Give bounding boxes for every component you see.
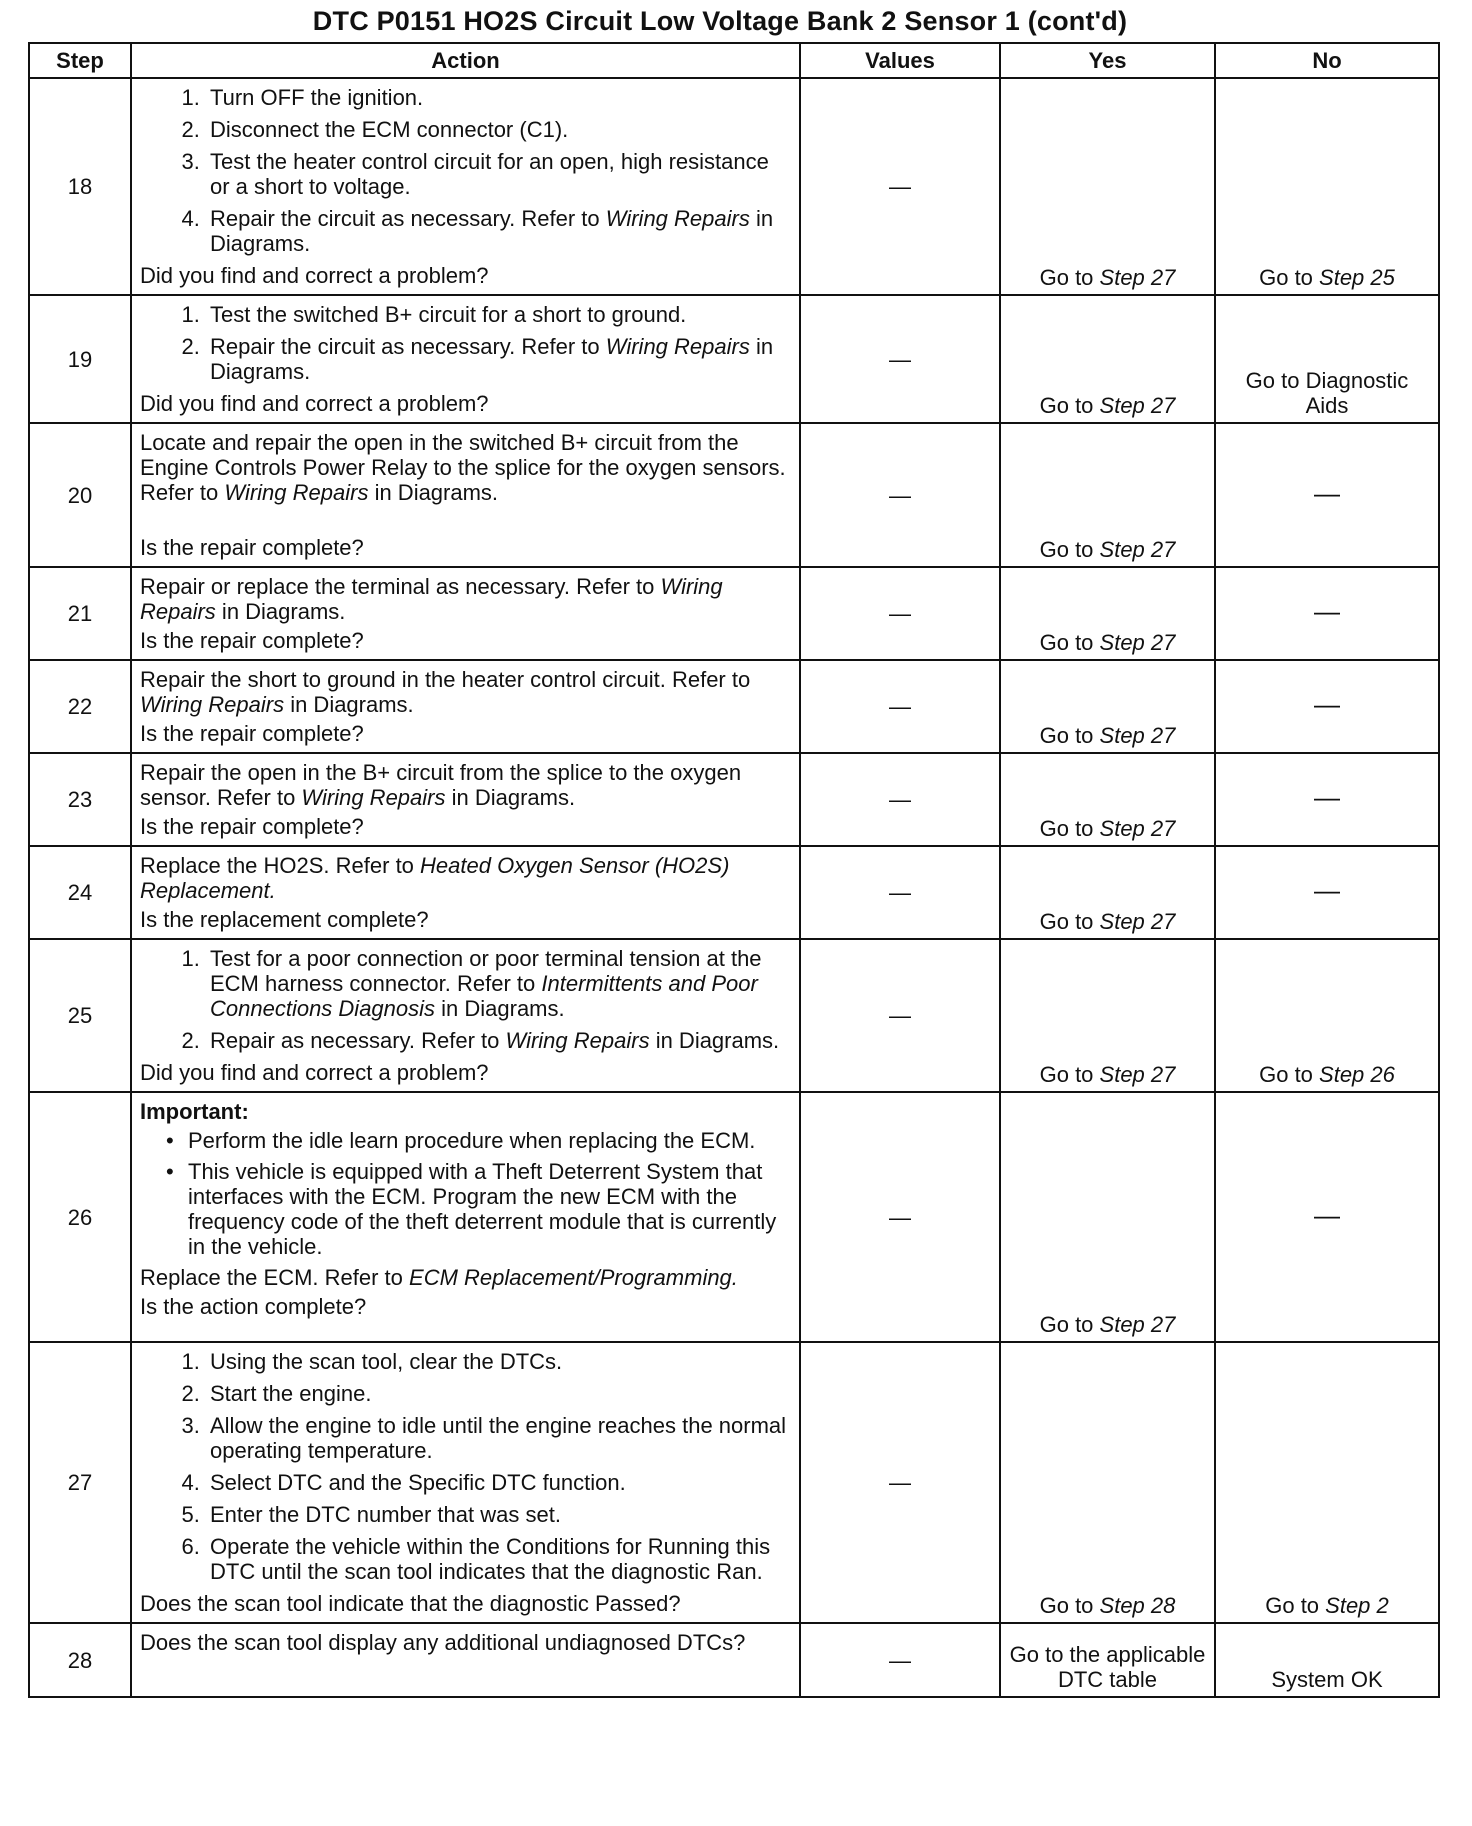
table-row xyxy=(29,1623,1439,1697)
values-cell: — xyxy=(800,846,1000,939)
question: Is the repair complete? xyxy=(140,535,364,560)
values-cell: — xyxy=(800,1342,1000,1623)
step-number: 23 xyxy=(29,753,131,846)
values-cell: — xyxy=(800,567,1000,660)
question: Did you find and correct a problem? xyxy=(140,391,489,416)
text-run: Go to xyxy=(1039,909,1100,934)
no-cell: — xyxy=(1215,753,1439,846)
question: Is the replacement complete? xyxy=(140,907,429,932)
no-cell: — xyxy=(1215,423,1439,567)
action-cell xyxy=(131,295,800,423)
yes-cell xyxy=(1000,1092,1215,1342)
reference-link-text: Step 27 xyxy=(1099,537,1176,562)
diagnostic-table xyxy=(28,42,1440,1698)
bullet-item: • Perform the idle learn procedure when replacing the ECM. xyxy=(188,1128,789,1153)
page-title: DTC P0151 HO2S Circuit Low Voltage Bank 2 Sensor 1 (cont'd) xyxy=(312,6,1128,36)
yes-cell xyxy=(1000,295,1215,423)
action-text xyxy=(140,667,789,717)
table-row xyxy=(29,660,1439,753)
action-cell xyxy=(131,1342,800,1623)
numbered-step xyxy=(206,1470,789,1495)
numbered-step xyxy=(206,1502,789,1527)
numbered-step xyxy=(206,1413,789,1463)
header-action: Action xyxy=(131,43,800,78)
yes-cell xyxy=(1000,423,1215,567)
yes-cell xyxy=(1000,1342,1215,1623)
table-header-row xyxy=(29,43,1439,78)
text-run: Go to xyxy=(1039,630,1100,655)
yes-cell xyxy=(1000,567,1215,660)
numbered-step xyxy=(206,334,789,384)
reference-link-text: Step 26 xyxy=(1319,1062,1395,1087)
yes-cell xyxy=(1000,660,1215,753)
reference-link-text: Wiring Repairs xyxy=(605,206,750,231)
text-run: Go to xyxy=(1039,723,1100,748)
question: Did you find and correct a problem? xyxy=(140,263,489,288)
text-run: Locate and repair the open in the switched B+ circuit from the Engine Controls Power Relay to the splice for the oxygen sensors. Refer to xyxy=(140,430,786,505)
action-text xyxy=(140,574,789,624)
text-run: Go to xyxy=(1039,1062,1100,1087)
text-run: Allow the engine to idle until the engine reaches the normal operating temperature. xyxy=(210,1413,787,1463)
text-run: Repair the short to ground in the heater control circuit. Refer to xyxy=(140,667,751,692)
numbered-step xyxy=(206,206,789,256)
no-cell: — xyxy=(1215,846,1439,939)
text-run: Go to xyxy=(1039,537,1100,562)
numbered-step xyxy=(206,1381,789,1406)
step-number: 28 xyxy=(29,1623,131,1697)
text-run: Replace the ECM. Refer to xyxy=(140,1265,410,1290)
text-run: Test the heater control circuit for an open, high resistance or a short to voltage. xyxy=(210,149,769,199)
text-run: Repair as necessary. Refer to xyxy=(210,1028,506,1053)
no-cell: System OK xyxy=(1215,1623,1439,1697)
numbered-step xyxy=(206,1028,789,1053)
numbered-step xyxy=(206,1349,789,1374)
step-number: 20 xyxy=(29,423,131,567)
question: Did you find and correct a problem? xyxy=(140,1060,489,1085)
table-row xyxy=(29,1342,1439,1623)
table-row xyxy=(29,567,1439,660)
text-run: Go to xyxy=(1259,265,1320,290)
reference-link-text: Step 28 xyxy=(1099,1593,1176,1618)
spacer xyxy=(140,509,789,535)
text-run: Repair the circuit as necessary. Refer to xyxy=(210,206,606,231)
text-run: in Diagrams. xyxy=(284,692,414,717)
no-cell: — xyxy=(1215,660,1439,753)
step-number: 27 xyxy=(29,1342,131,1623)
yes-cell xyxy=(1000,846,1215,939)
text-run: in Diagrams. xyxy=(215,599,346,624)
numbered-steps xyxy=(140,85,789,256)
text-run: in Diagrams. xyxy=(210,334,774,384)
table-row xyxy=(29,78,1439,295)
values-cell: — xyxy=(800,1092,1000,1342)
no-cell: — xyxy=(1215,567,1439,660)
values-cell: — xyxy=(800,423,1000,567)
text-run: in Diagrams. xyxy=(435,996,565,1021)
reference-link-text: Wiring Repairs xyxy=(505,1028,650,1053)
text-run: Replace the HO2S. Refer to xyxy=(140,853,421,878)
numbered-step xyxy=(206,149,789,199)
text-run: in Diagrams. xyxy=(210,206,774,256)
text-run: Operate the vehicle within the Conditions for Running this DTC until the scan tool indicates that the diagnostic Ran. xyxy=(210,1534,771,1584)
bullet-list xyxy=(140,1128,789,1259)
numbered-step xyxy=(206,85,789,110)
header-step: Step xyxy=(29,43,131,78)
table-row xyxy=(29,846,1439,939)
values-cell: — xyxy=(800,295,1000,423)
action-cell xyxy=(131,1623,800,1697)
reference-link-text: Step 27 xyxy=(1099,393,1176,418)
step-number: 26 xyxy=(29,1092,131,1342)
numbered-steps xyxy=(140,1349,789,1584)
no-cell: Go to Diagnostic Aids xyxy=(1215,295,1439,423)
no-cell xyxy=(1215,78,1439,295)
step-number: 24 xyxy=(29,846,131,939)
step-number: 21 xyxy=(29,567,131,660)
text-run: Go to xyxy=(1039,816,1100,841)
question: Is the repair complete? xyxy=(140,814,364,839)
action-cell xyxy=(131,423,800,567)
text-run: Enter the DTC number that was set. xyxy=(210,1502,561,1527)
numbered-step xyxy=(206,1534,789,1584)
reference-link-text: Wiring Repairs xyxy=(301,785,446,810)
text-run: in Diagrams. xyxy=(445,785,576,810)
reference-link-text: Step 27 xyxy=(1099,723,1176,748)
text-run: Go to xyxy=(1039,1312,1100,1337)
table-body xyxy=(29,78,1439,1697)
question: Is the repair complete? xyxy=(140,721,364,746)
no-cell: — xyxy=(1215,1092,1439,1342)
text-run: Repair the open in the B+ circuit from the splice to the oxygen sensor. Refer to xyxy=(140,760,742,810)
reference-link-text: Step 2 xyxy=(1325,1593,1389,1618)
values-cell: — xyxy=(800,753,1000,846)
bullet-item: • This vehicle is equipped with a Theft Deterrent System that interfaces with the ECM. Program the new ECM with the frequency code of the theft deterrent module that is currently in the vehicle. xyxy=(188,1159,789,1259)
action-cell xyxy=(131,660,800,753)
question: Does the scan tool indicate that the diagnostic Passed? xyxy=(140,1591,681,1616)
action-text xyxy=(140,853,789,903)
reference-link-text: Heated Oxygen Sensor (HO2S) Replacement. xyxy=(140,853,730,903)
text-run: Repair or replace the terminal as necessary. Refer to xyxy=(140,574,661,599)
no-cell xyxy=(1215,939,1439,1092)
reference-link-text: Wiring Repairs xyxy=(140,692,285,717)
values-cell: — xyxy=(800,939,1000,1092)
text-run: in Diagrams. xyxy=(649,1028,780,1053)
yes-cell xyxy=(1000,753,1215,846)
text-run: Go to xyxy=(1259,1062,1320,1087)
numbered-step xyxy=(206,117,789,142)
action-cell xyxy=(131,753,800,846)
reference-link-text: Step 27 xyxy=(1099,816,1176,841)
table-row xyxy=(29,1092,1439,1342)
text-run: Go to xyxy=(1039,1593,1100,1618)
action-text xyxy=(140,1265,789,1290)
header-values: Values xyxy=(800,43,1000,78)
reference-link-text: Wiring Repairs xyxy=(140,574,723,624)
text-run: Go to xyxy=(1265,1593,1326,1618)
reference-link-text: Step 27 xyxy=(1099,1312,1176,1337)
question: Does the scan tool display any additional undiagnosed DTCs? xyxy=(140,1630,746,1655)
action-cell xyxy=(131,78,800,295)
important-label: Important: xyxy=(140,1099,249,1124)
action-text xyxy=(140,760,789,810)
reference-link-text: Step 27 xyxy=(1099,630,1176,655)
text-run: in Diagrams. xyxy=(368,480,499,505)
text-run: Test for a poor connection or poor terminal tension at the ECM harness connector. Refer to xyxy=(210,946,762,996)
text-run: Select DTC and the Specific DTC function. xyxy=(210,1470,626,1495)
reference-link-text: Step 25 xyxy=(1319,265,1395,290)
text-run: Go to xyxy=(1039,265,1100,290)
step-number: 18 xyxy=(29,78,131,295)
question: Is the repair complete? xyxy=(140,628,364,653)
numbered-steps xyxy=(140,946,789,1053)
header-no: No xyxy=(1215,43,1439,78)
table-row xyxy=(29,753,1439,846)
text-run: Turn OFF the ignition. xyxy=(210,85,424,110)
table-row xyxy=(29,423,1439,567)
action-cell xyxy=(131,939,800,1092)
values-cell: — xyxy=(800,78,1000,295)
values-cell: — xyxy=(800,660,1000,753)
numbered-steps xyxy=(140,302,789,384)
text-run: Using the scan tool, clear the DTCs. xyxy=(210,1349,563,1374)
text-run: Start the engine. xyxy=(210,1381,372,1406)
action-text xyxy=(140,430,789,505)
yes-cell: Go to the applicable DTC table xyxy=(1000,1623,1215,1697)
reference-link-text: Wiring Repairs xyxy=(224,480,369,505)
text-run: Go to xyxy=(1039,393,1100,418)
reference-link-text: ECM Replacement/Programming. xyxy=(409,1265,738,1290)
text-run: Disconnect the ECM connector (C1). xyxy=(210,117,569,142)
header-yes: Yes xyxy=(1000,43,1215,78)
action-cell xyxy=(131,1092,800,1342)
step-number: 19 xyxy=(29,295,131,423)
values-cell: — xyxy=(800,1623,1000,1697)
text-run: Test the switched B+ circuit for a short to ground. xyxy=(210,302,687,327)
yes-cell xyxy=(1000,78,1215,295)
step-number: 22 xyxy=(29,660,131,753)
action-cell xyxy=(131,567,800,660)
text-run: Repair the circuit as necessary. Refer to xyxy=(210,334,606,359)
reference-link-text: Step 27 xyxy=(1099,1062,1176,1087)
yes-cell xyxy=(1000,939,1215,1092)
table-row xyxy=(29,939,1439,1092)
reference-link-text: Step 27 xyxy=(1099,265,1176,290)
no-cell xyxy=(1215,1342,1439,1623)
question: Is the action complete? xyxy=(140,1294,367,1319)
step-number: 25 xyxy=(29,939,131,1092)
reference-link-text: Intermittents and Poor Connections Diagnosis xyxy=(210,971,758,1021)
reference-link-text: Step 27 xyxy=(1099,909,1176,934)
action-cell xyxy=(131,846,800,939)
table-row xyxy=(29,295,1439,423)
numbered-step xyxy=(206,946,789,1021)
reference-link-text: Wiring Repairs xyxy=(605,334,750,359)
numbered-step xyxy=(206,302,789,327)
